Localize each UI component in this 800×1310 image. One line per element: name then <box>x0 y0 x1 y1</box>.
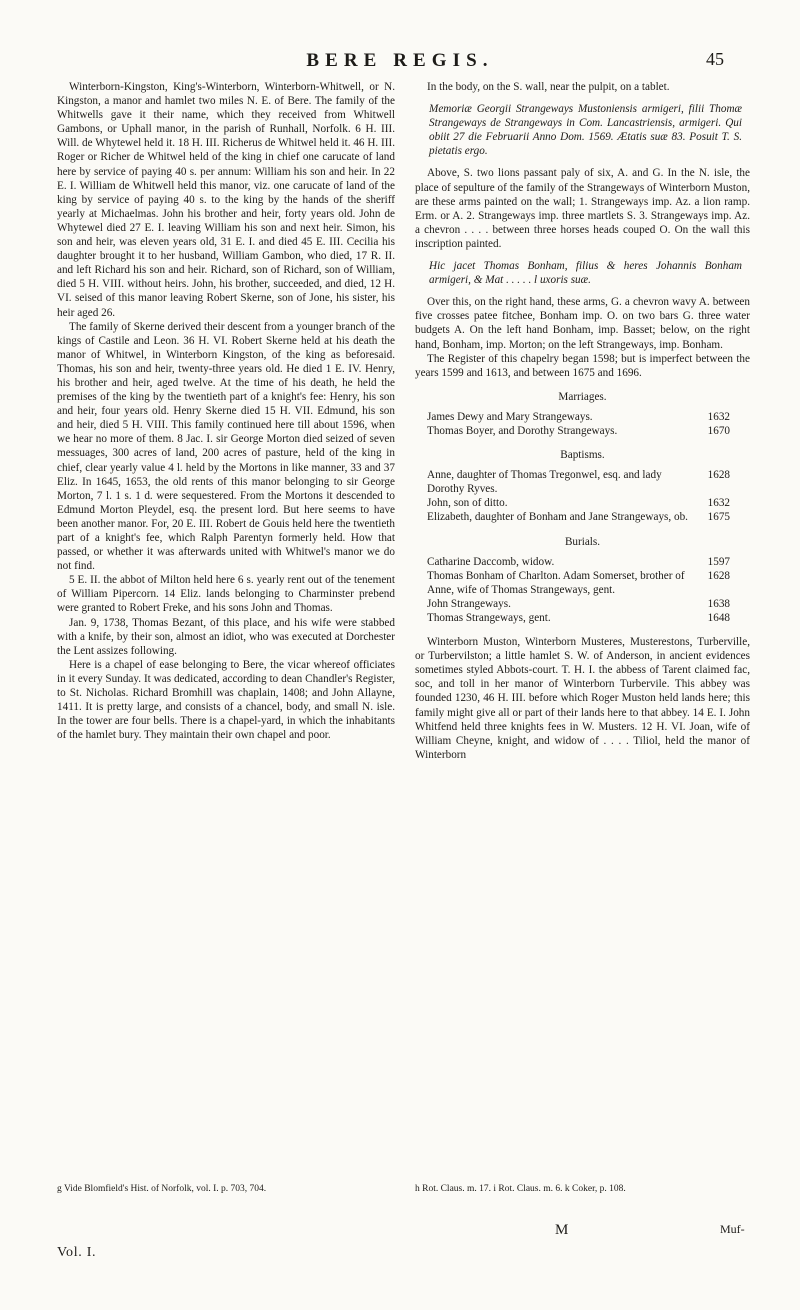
entry-year: 1648 <box>707 612 730 624</box>
entry-year: 1632 <box>707 410 730 423</box>
register-entry <box>427 510 730 524</box>
paragraph-arms: Above, S. two lions passant paly of six, A. and G. In the N. isle, the place of sepulture of the family of the Strangeways of Winterborn Muston, are these arms painted on the wall; 1. Strangeways imp. Az. a lion ramp. Erm. or A. 2. Strangeways imp. three martlets S. 3. Strangeways imp. Az. a chevron . . . . between three horses heads couped O. On the wall this inscription painted. <box>415 167 750 250</box>
footnote-right: h Rot. Claus. m. 17. i Rot. Claus. m. 6. k Coker, p. 108. <box>415 1184 626 1194</box>
register-entry <box>427 496 730 510</box>
register-entry <box>427 410 730 424</box>
left-column <box>57 80 395 742</box>
marriages-heading: Marriages. <box>558 390 607 403</box>
entry-text: Thomas Boyer, and Dorothy Strangeways. <box>427 424 618 437</box>
burials-heading: Burials. <box>564 535 601 548</box>
running-head: BERE REGIS. <box>306 50 494 71</box>
right-column <box>415 80 750 762</box>
entry-text: James Dewy and Mary Strangeways. <box>427 410 593 423</box>
entry-text: Anne, daughter of Thomas Tregonwel, esq. and lady Dorothy Ryves. <box>427 469 662 496</box>
register-entry <box>427 597 730 611</box>
footnote-left: g Vide Blomfield's Hist. of Norfolk, vol. I. p. 703, 704. <box>57 1184 267 1194</box>
signature-mark: M <box>555 1222 569 1238</box>
register-entry <box>427 611 730 625</box>
marriages-list <box>427 410 730 438</box>
entry-text: Thomas Strangeways, gent. <box>427 612 551 624</box>
catchword: Muf- <box>720 1222 745 1236</box>
entry-year: 1670 <box>707 424 730 437</box>
inscription-bonham: Hic jacet Thomas Bonham, filius & heres Johannis Bonham armigeri, & Mat . . . . . l uxoris suæ. <box>429 260 742 287</box>
paragraph-chapel: Here is a chapel of ease belonging to Bere, the vicar whereof officiates in it every Sunday. It was dedicated, according to dean Chandler's Register, to St. Nicholas. Richard Bromhill was chaplain, 1408; and John Allayne, 1411. It is pretty large, and consists of a chancel, body, and small N. isle. In the tower are four bells. There is a chapel-yard, in which the inhabitants of the hamlet bury. They maintain their own chapel and poor. <box>57 658 395 742</box>
paragraph-over-arms: Over this, on the right hand, these arms, G. a chevron wavy A. between five crosses patee fitchee, Bonham imp. O. on two bars G. three water budgets A. On the left hand Bonham, imp. Basset; below, on the right hand, Bonham, imp. Morton; on the left Strangeways, imp. Bonham. <box>415 296 750 351</box>
paragraph-winterborn-kingston: Winterborn-Kingston, King's-Winterborn, Winterborn-Whitwell, or N. Kingston, a manor and hamlet two miles N. E. of Bere. The family of the Whitwells gave it their name, which they received from Whitwell Gambons, or Uphall manor, in the parish of Runhall, Norfolk. 6 H. III. Will. de Whytewel held it. 18 H. III. Richerus de Whitwel held it. 46 H. III. Roger or Richer de Whitwel held of the king in chief one carucate of land here by service of paying 40 s. per annum: William his son and heir. In 22 E. I. William de Whitwell held this manor, viz. one carucate of land of the king by service of paying 40 s. to the king by the hands of the sheriff yearly at Michaelmas. John his brother and heir, forty years old. John de Whytewel died 27 E. I. leaving William his son and next heir. Simon, his son and heir, was eleven years old, 31 E. I. and died 45 E. III. Cecilia his daughter brought it to her husband, William Gambon, who died, 17 R. II. and left Richard his son and heir. Richard, son of Richard, son of William, died 5 H. VIII. without heirs. John, his brother, succeeded, and died, 12 H. VI. seised of this manor leaving Robert Skerne, son of Jone, his sister, his heir aged 26. <box>57 81 395 319</box>
paragraph-skerne-family: The family of Skerne derived their descent from a younger branch of the kings of Castile and Leon. 36 H. VI. Robert Skerne held at his death the manor of Whitwel, in Winterborn Kingston, of the king as beforesaid. Thomas, his son and heir, twenty-three years old. He died 1 E. IV. Henry, his brother and heir, aged twelve. At the time of his death, he held the premises of the king by the twentieth part of a knight's fee: Henry, his son and heir, four years old. Henry Skerne died 15 H. VII. Edmund, his son and heir, died 5 H. VIII. This family continued here till about 1596, when we hear no more of them. 8 Jac. I. sir George Morton died seized of seven messuages, 300 acres of land, 200 acres of pasture, held of the king in chief, clear yearly value 4 l. held by the Mortons in like manner, 33 and 37 Eliz. In 1645, 1653, the old rents of this manor belonging to sir George Morton, 7 l. 1 s. 1 d. were sequestered. From the Mortons it descended to Edmund Morton Pleydel, esq. the present lord. But here seems to have been another manor. For, 20 E. III. Robert de Gouis held here the twentieth part of a knight's fee, which Ralph Parentyn formerly held. How that passed, or whether it was afterwards united with Whitwel's manor we do not find. <box>57 320 395 573</box>
volume-label: Vol. I. <box>57 1245 97 1260</box>
entry-text: John, son of ditto. <box>427 497 508 510</box>
entry-year: 1597 <box>707 555 730 568</box>
paragraph-tablet-intro: In the body, on the S. wall, near the pulpit, on a tablet. <box>427 81 670 93</box>
entry-year: 1675 <box>707 511 730 524</box>
entry-year: 1628 <box>707 569 730 582</box>
entry-year: 1632 <box>707 497 730 510</box>
entry-text: Elizabeth, daughter of Bonham and Jane Strangeways, ob. <box>427 511 688 524</box>
entry-text: John Strangeways. <box>427 597 511 610</box>
register-entry <box>427 569 730 597</box>
baptisms-heading: Baptisms. <box>560 449 605 462</box>
register-entry <box>427 468 730 496</box>
paragraph-register: The Register of this chapelry began 1598; but is imperfect between the years 1599 and 1613, and between 1675 and 1696. <box>415 352 750 379</box>
entry-text: Thomas Bonham of Charlton. Adam Somerset, brother of Anne, wife of Thomas Strangeways, gent. <box>427 569 685 596</box>
register-entry <box>427 555 730 569</box>
paragraph-abbot-milton: 5 E. II. the abbot of Milton held here 6 s. yearly rent out of the tenement of William Pipercorn. 14 Eliz. lands belonging to Charminster prebend were granted to Robert Freke, and his sons John and Thomas. <box>57 574 395 615</box>
paragraph-winterborn-muston: Winterborn Muston, Winterborn Musteres, Musterestons, Turberville, or Turbervilston; a little hamlet S. W. of Anderson, in ancient evidences sometimes styled Abbots-court. T. H. I. the abbess of Tarent claimed fac, soc, and toll in her manor of Winterborn Turbervile. This abbey was founded 1230, 46 H. III. before which Roger Muston held lands here; this family might give all or part of their lands here to that abbey. 14 E. I. John Whitfend held three knights fees in W. Musters. 12 H. VI. Joan, wife of William Cheyne, knight, and widow of . . . . Tiliol, held the manor of Winterborn <box>415 636 750 761</box>
page-number: 45 <box>706 49 724 69</box>
register-entry <box>427 424 730 438</box>
entry-year: 1628 <box>707 469 730 482</box>
paragraph-bezant: Jan. 9, 1738, Thomas Bezant, of this place, and his wife were stabbed with a knife, by their son, almost an idiot, who was executed at Dorchester the Lent assizes following. <box>57 616 395 657</box>
entry-text: Catharine Daccomb, widow. <box>427 555 555 568</box>
inscription-strangeways: Memoriæ Georgii Strangeways Mustoniensis armigeri, filii Thomæ Strangeways de Strangeways in Com. Lancastriensis, armigeri. Qui obiit 27 die Februarii Anno Dom. 1569. Ætatis suæ 83. Posuit T. S. pietatis ergo. <box>429 103 742 158</box>
entry-year: 1638 <box>707 597 730 610</box>
baptisms-list <box>427 468 730 524</box>
burials-list <box>427 555 730 625</box>
